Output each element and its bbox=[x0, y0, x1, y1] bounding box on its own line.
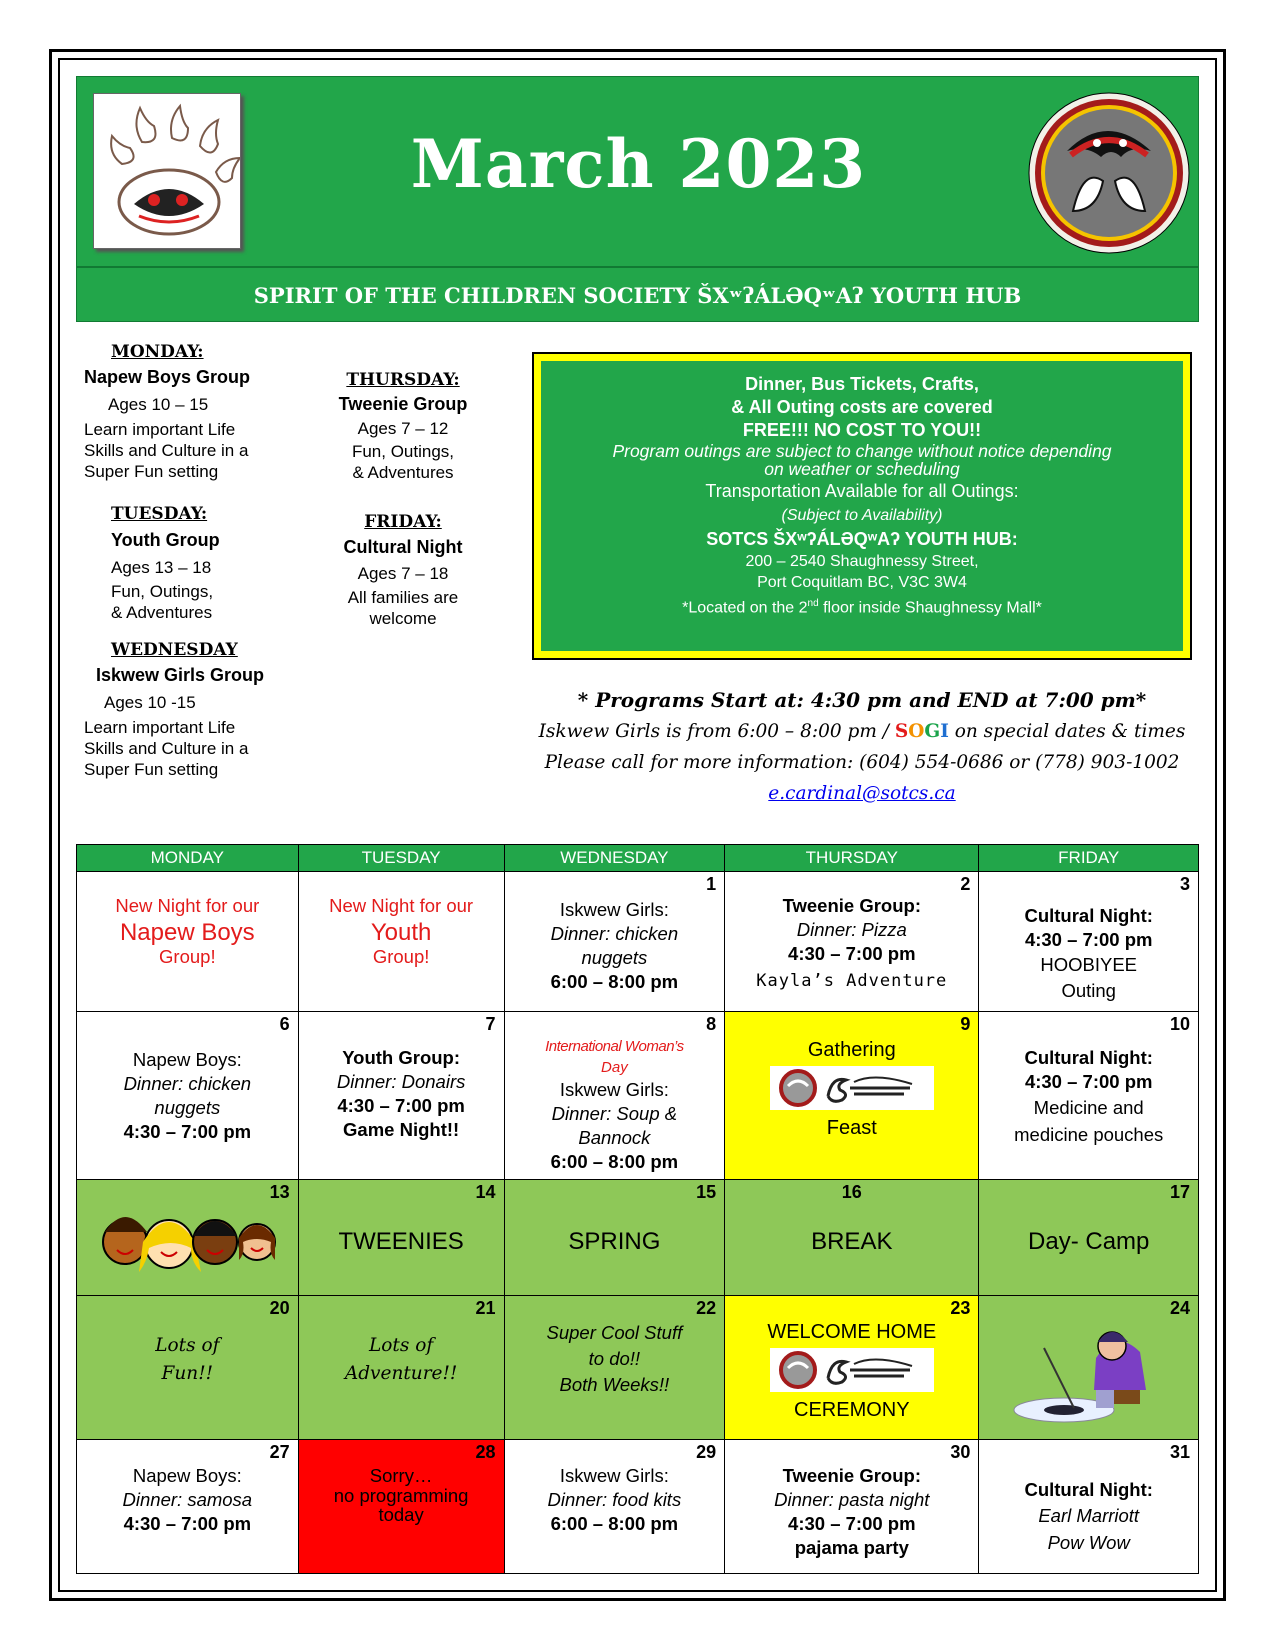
schedule-monday bbox=[84, 342, 284, 482]
day-text: Dinner: chicken bbox=[123, 1073, 252, 1094]
day-number: 7 bbox=[485, 1014, 496, 1034]
day-text: Gathering bbox=[807, 1039, 896, 1061]
day-text: SPRING bbox=[568, 1228, 661, 1255]
day-text: Cultural Night: bbox=[1024, 1479, 1153, 1500]
day-text: Pow Wow bbox=[1047, 1532, 1130, 1553]
day-number: 17 bbox=[1169, 1182, 1190, 1202]
info-line: Port Coquitlam BC, V3C 3W4 bbox=[757, 574, 967, 591]
day-number: 9 bbox=[960, 1014, 971, 1034]
day-text: 4:30 – 7:00 pm bbox=[337, 1095, 465, 1116]
programs-iskwew bbox=[532, 716, 1192, 747]
day-text: medicine pouches bbox=[1014, 1124, 1164, 1145]
schedule-tuesday bbox=[84, 504, 284, 623]
info-line-sup: nd bbox=[807, 598, 819, 609]
day-text: Tweenie Group: bbox=[782, 895, 921, 916]
weekday-header: THURSDAY bbox=[725, 845, 979, 872]
day-text: Tweenie Group: bbox=[782, 1465, 921, 1486]
calendar-day-cell bbox=[77, 1012, 299, 1180]
schedule-group: Cultural Night bbox=[343, 537, 463, 557]
kids-faces-icon bbox=[77, 1202, 298, 1288]
calendar-day-cell bbox=[77, 872, 299, 1012]
calendar-day-cell bbox=[298, 1012, 504, 1180]
calendar-day-cell bbox=[979, 872, 1199, 1012]
calendar-day-cell bbox=[504, 872, 725, 1012]
sogi-letter: G bbox=[924, 721, 941, 742]
day-number: 14 bbox=[475, 1182, 496, 1202]
calendar-week bbox=[77, 1440, 1199, 1574]
day-text: Youth bbox=[370, 919, 432, 946]
calendar-day-cell bbox=[298, 1180, 504, 1296]
day-text: Cultural Night: bbox=[1024, 905, 1153, 926]
day-text: today bbox=[378, 1504, 424, 1525]
sogi-letter: S bbox=[894, 721, 909, 742]
day-text: CEREMONY bbox=[794, 1399, 910, 1421]
day-text: BREAK bbox=[811, 1228, 893, 1255]
info-line: Transportation Available for all Outings: bbox=[705, 481, 1019, 501]
day-number: 30 bbox=[950, 1442, 971, 1462]
eagle-circle-logo-icon bbox=[1027, 91, 1191, 255]
day-text: Lots of bbox=[155, 1335, 220, 1356]
calendar-day-cell bbox=[77, 1296, 299, 1440]
schedule-desc: Learn important Life bbox=[84, 420, 236, 439]
sogi-letter: O bbox=[908, 721, 925, 742]
calendar-day-cell bbox=[504, 1180, 725, 1296]
day-number: 27 bbox=[269, 1442, 290, 1462]
schedule-ages: Ages 10 – 15 bbox=[108, 395, 209, 414]
info-line: 200 – 2540 Shaughnessy Street, bbox=[745, 553, 979, 570]
info-line: Dinner, Bus Tickets, Crafts, bbox=[745, 374, 979, 394]
schedule-desc: Fun, Outings, bbox=[111, 582, 214, 601]
calendar-day-cell bbox=[77, 1440, 299, 1574]
day-text: Adventure!! bbox=[344, 1363, 458, 1384]
programs-info bbox=[532, 684, 1192, 809]
calendar-header-row bbox=[77, 845, 1199, 872]
day-text: Bannock bbox=[578, 1127, 651, 1148]
day-number: 20 bbox=[269, 1298, 290, 1318]
day-text: Game Night!! bbox=[343, 1119, 460, 1140]
calendar-day-cell bbox=[725, 1012, 979, 1180]
schedule-desc: Learn important Life bbox=[84, 718, 236, 737]
schedule-day-label: FRIDAY: bbox=[364, 512, 442, 532]
weekday-header: MONDAY bbox=[77, 845, 299, 872]
day-number: 2 bbox=[960, 874, 971, 894]
schedule-desc: Fun, Outings, bbox=[351, 442, 455, 461]
schedule-desc: & Adventures bbox=[111, 603, 213, 622]
day-text: 4:30 – 7:00 pm bbox=[123, 1513, 252, 1534]
day-text: pajama party bbox=[794, 1537, 909, 1558]
calendar-day-cell bbox=[725, 1440, 979, 1574]
schedule-day-label: WEDNESDAY bbox=[111, 640, 238, 660]
day-text: Group! bbox=[159, 946, 216, 967]
ice-fishing-icon bbox=[979, 1318, 1198, 1434]
calendar-day-cell bbox=[298, 1296, 504, 1440]
info-section bbox=[76, 322, 1199, 844]
day-number: 1 bbox=[706, 874, 717, 894]
info-line: on weather or scheduling bbox=[764, 459, 960, 479]
schedule-ages: Ages 13 – 18 bbox=[111, 558, 212, 577]
calendar-day-cell bbox=[504, 1296, 725, 1440]
calendar-table bbox=[76, 844, 1199, 1574]
schedule-group: Youth Group bbox=[111, 530, 220, 550]
day-text: 4:30 – 7:00 pm bbox=[1024, 1071, 1153, 1092]
schedule-desc: Super Fun setting bbox=[84, 462, 219, 481]
day-number: 13 bbox=[269, 1182, 290, 1202]
day-text: Napew Boys: bbox=[132, 1049, 242, 1070]
day-number: 3 bbox=[1179, 874, 1190, 894]
day-text: 6:00 – 8:00 pm bbox=[550, 1513, 679, 1534]
schedule-desc: Super Fun setting bbox=[84, 760, 219, 779]
day-number: 23 bbox=[950, 1298, 971, 1318]
info-line-part: *Located on the 2 bbox=[682, 599, 808, 617]
day-number: 31 bbox=[1169, 1442, 1190, 1462]
day-text: Napew Boys bbox=[119, 919, 255, 946]
day-text: 4:30 – 7:00 pm bbox=[1024, 929, 1153, 950]
day-text: Super Cool Stuff bbox=[546, 1322, 683, 1343]
weekday-header: WEDNESDAY bbox=[504, 845, 725, 872]
day-text: Iskwew Girls: bbox=[559, 1465, 669, 1486]
day-number: 24 bbox=[1169, 1298, 1190, 1318]
day-text: International Woman’s bbox=[545, 1038, 684, 1055]
schedule-thursday bbox=[328, 370, 478, 483]
day-number: 8 bbox=[706, 1014, 717, 1034]
day-text: Group! bbox=[372, 946, 430, 967]
day-text: Kayla’s Adventure bbox=[756, 971, 948, 991]
day-text: 6:00 – 8:00 pm bbox=[550, 971, 679, 992]
schedule-desc: All families are bbox=[347, 588, 459, 607]
schedule-desc: Skills and Culture in a bbox=[84, 739, 249, 758]
info-box bbox=[532, 352, 1192, 660]
day-number: 6 bbox=[279, 1014, 290, 1034]
calendar-day-cell bbox=[725, 1296, 979, 1440]
day-text: 4:30 – 7:00 pm bbox=[123, 1121, 252, 1142]
info-box-content bbox=[541, 361, 1183, 651]
day-text: no programming bbox=[333, 1485, 469, 1506]
calendar-day-cell bbox=[504, 1440, 725, 1574]
day-text: Sorry… bbox=[369, 1465, 433, 1486]
day-text: 4:30 – 7:00 pm bbox=[788, 1513, 916, 1534]
programs-call: Please call for more information: (604) 554-0686 or (778) 903-1002 bbox=[544, 752, 1180, 773]
calendar-week bbox=[77, 1296, 1199, 1440]
spirit-logo-icon bbox=[770, 1066, 934, 1110]
info-line: Program outings are subject to change without notice depending bbox=[612, 441, 1112, 461]
day-text: Napew Boys: bbox=[132, 1465, 242, 1486]
day-number: 10 bbox=[1169, 1014, 1190, 1034]
day-text: Day- Camp bbox=[1028, 1228, 1150, 1255]
subtitle-banner: SPIRIT OF THE CHILDREN SOCIETY ŠXʷʔÁLƏQʷAʔ YOUTH HUB bbox=[76, 267, 1199, 322]
sogi-letter: I bbox=[940, 721, 949, 742]
day-text: Dinner: Donairs bbox=[336, 1071, 466, 1092]
page-title: March 2023 bbox=[410, 125, 867, 203]
day-text: 4:30 – 7:00 pm bbox=[788, 943, 916, 964]
day-text: Earl Marriott bbox=[1038, 1505, 1140, 1526]
info-line: FREE!!! NO COST TO YOU!! bbox=[742, 420, 982, 440]
calendar-day-cell bbox=[77, 1180, 299, 1296]
day-text: to do!! bbox=[588, 1348, 641, 1369]
header-banner bbox=[76, 76, 1199, 267]
day-text: Medicine and bbox=[1033, 1097, 1144, 1118]
programs-start: * Programs Start at: 4:30 pm and END at 7:00 pm* bbox=[577, 688, 1147, 712]
calendar-week bbox=[77, 872, 1199, 1012]
schedule-ages: Ages 7 – 12 bbox=[357, 419, 449, 438]
info-line: SOTCS ŠXʷʔÁLƏQʷAʔ YOUTH HUB: bbox=[706, 529, 1018, 549]
day-text: HOOBIYEE bbox=[1040, 954, 1138, 975]
calendar-day-cell bbox=[979, 1440, 1199, 1574]
day-text: New Night for our bbox=[329, 895, 474, 916]
schedule-ages: Ages 10 -15 bbox=[104, 693, 196, 712]
day-text: Iskwew Girls: bbox=[559, 1079, 669, 1100]
day-text: Youth Group: bbox=[342, 1047, 461, 1068]
calendar-week bbox=[77, 1012, 1199, 1180]
day-text: Cultural Night: bbox=[1024, 1047, 1153, 1068]
day-text: Iskwew Girls: bbox=[559, 899, 669, 920]
schedule-group: Iskwew Girls Group bbox=[96, 665, 265, 685]
calendar-week bbox=[77, 1180, 1199, 1296]
spirit-logo-icon bbox=[770, 1348, 934, 1392]
day-text: Both Weeks!! bbox=[559, 1374, 670, 1395]
day-number: 28 bbox=[475, 1442, 496, 1462]
programs-iskwew-pre: Iskwew Girls is from 6:00 – 8:00 pm / bbox=[538, 721, 895, 742]
day-text: Day bbox=[601, 1059, 628, 1076]
day-text: 6:00 – 8:00 pm bbox=[550, 1151, 679, 1172]
schedule-group: Napew Boys Group bbox=[84, 367, 251, 387]
day-text: Outing bbox=[1061, 980, 1116, 1001]
day-text: Dinner: pasta night bbox=[774, 1489, 930, 1510]
day-number: 22 bbox=[696, 1298, 717, 1318]
info-line: & All Outing costs are covered bbox=[731, 397, 993, 417]
day-text: New Night for our bbox=[115, 895, 260, 916]
day-text: Dinner: Pizza bbox=[796, 919, 907, 940]
day-number: 21 bbox=[475, 1298, 496, 1318]
info-line: (Subject to Availability) bbox=[781, 507, 943, 524]
schedule-day-label: TUESDAY: bbox=[111, 504, 208, 524]
weekday-header: FRIDAY bbox=[979, 845, 1199, 872]
weekday-header: TUESDAY bbox=[298, 845, 504, 872]
schedule-ages: Ages 7 – 18 bbox=[357, 564, 449, 583]
day-text: Fun!! bbox=[161, 1363, 214, 1384]
day-text: Lots of bbox=[369, 1335, 434, 1356]
day-text: WELCOME HOME bbox=[767, 1321, 937, 1343]
day-text: nuggets bbox=[581, 947, 648, 968]
day-number: 16 bbox=[841, 1182, 862, 1202]
schedule-group: Tweenie Group bbox=[338, 394, 468, 414]
calendar-day-cell bbox=[979, 1180, 1199, 1296]
calendar-day-cell bbox=[725, 1180, 979, 1296]
day-text: Dinner: samosa bbox=[122, 1489, 253, 1510]
info-line-part: floor inside Shaughnessy Mall* bbox=[818, 599, 1042, 617]
day-text: Dinner: food kits bbox=[547, 1489, 682, 1510]
day-number: 15 bbox=[696, 1182, 717, 1202]
schedule-friday bbox=[328, 512, 478, 629]
schedule-desc: & Adventures bbox=[352, 463, 454, 482]
calendar-day-cell bbox=[979, 1012, 1199, 1180]
day-text: Dinner: chicken bbox=[550, 923, 679, 944]
email-link[interactable]: e.cardinal@sotcs.ca bbox=[768, 783, 956, 804]
calendar-day-cell bbox=[979, 1296, 1199, 1440]
schedule-wednesday bbox=[84, 640, 284, 780]
calendar-day-cell bbox=[725, 872, 979, 1012]
info-line bbox=[541, 593, 1183, 618]
schedule-desc: Skills and Culture in a bbox=[84, 441, 249, 460]
programs-iskwew-post: on special dates & times bbox=[948, 721, 1186, 742]
calendar-day-cell bbox=[298, 1440, 504, 1574]
calendar-day-cell bbox=[298, 872, 504, 1012]
day-number: 29 bbox=[696, 1442, 717, 1462]
schedule-day-label: MONDAY: bbox=[111, 342, 204, 362]
day-text: nuggets bbox=[154, 1097, 221, 1118]
day-text: Feast bbox=[826, 1117, 877, 1139]
day-text: Dinner: Soup & bbox=[551, 1103, 678, 1124]
schedule-desc: welcome bbox=[369, 609, 437, 628]
day-text: TWEENIES bbox=[338, 1228, 464, 1255]
schedule-day-label: THURSDAY: bbox=[346, 370, 460, 390]
calendar-day-cell bbox=[504, 1012, 725, 1180]
